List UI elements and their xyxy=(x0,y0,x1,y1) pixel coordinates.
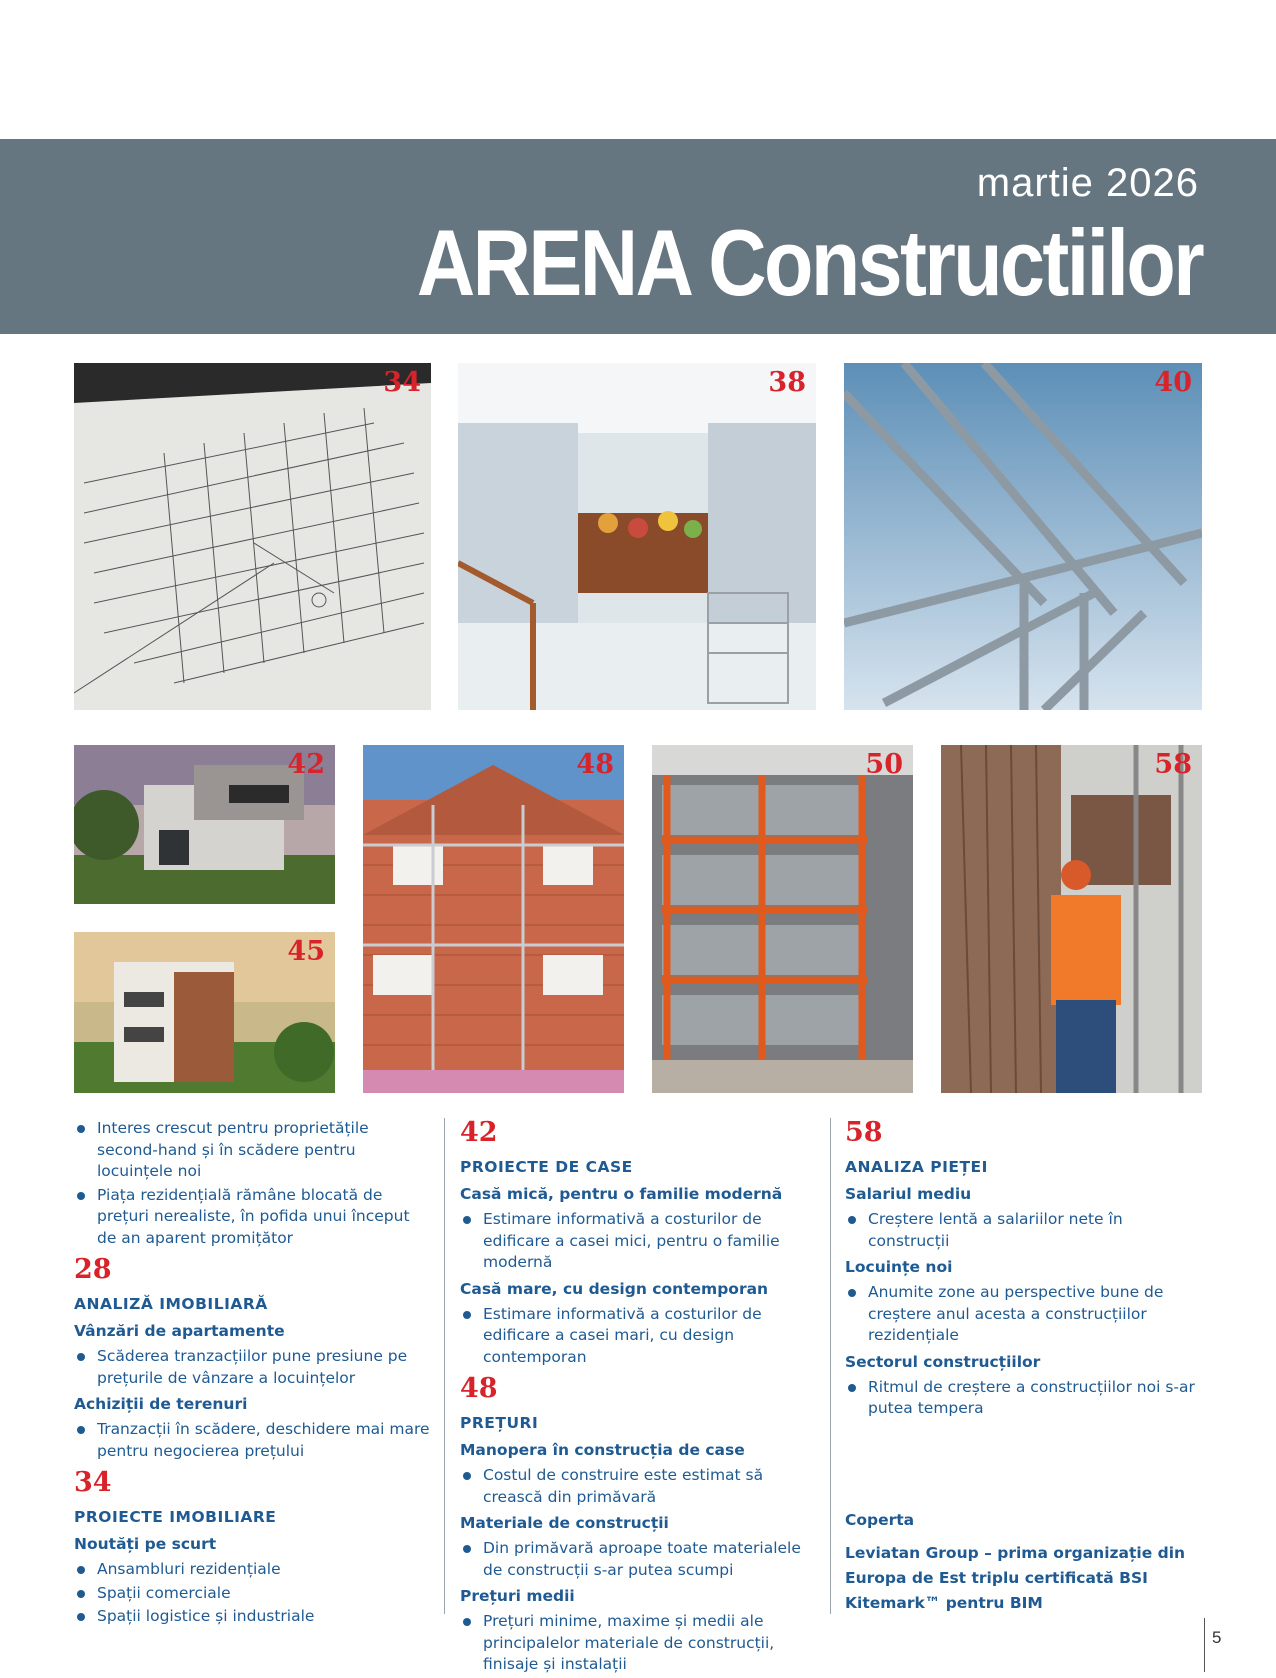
toc-bullet: Prețuri minime, maxime și medii ale principalelor materiale de construcții, finisaje și instalații xyxy=(460,1611,820,1676)
photo-worker[interactable] xyxy=(941,745,1202,1093)
toc-page-number: 28 xyxy=(74,1254,112,1285)
toc-article-title[interactable]: Prețuri medii xyxy=(460,1587,575,1605)
toc-bullet: Piața rezidențială rămâne blocată de prețuri nerealiste, în pofida unui început de an aparent promițător xyxy=(74,1185,430,1250)
photo-brick-wall[interactable] xyxy=(363,745,624,1093)
toc-bullet: Ansambluri rezidențiale xyxy=(74,1559,430,1581)
toc-article-title[interactable]: Manopera în construcția de case xyxy=(460,1441,745,1459)
toc-bullet: Scăderea tranzacțiilor pune presiune pe prețurile de vânzare a locuințelor xyxy=(74,1346,430,1389)
toc-article-title[interactable]: Salariul mediu xyxy=(845,1185,972,1203)
photo-house-45[interactable] xyxy=(74,932,335,1093)
toc-page-number: 58 xyxy=(845,1117,883,1148)
page-number-badge: 42 xyxy=(287,749,325,780)
page-number-badge: 58 xyxy=(1154,749,1192,780)
cover-note xyxy=(845,1508,1205,1616)
toc-article-title[interactable]: Casă mică, pentru o familie modernă xyxy=(460,1185,783,1203)
toc-page-number: 48 xyxy=(460,1373,498,1404)
toc-bullet: Creștere lentă a salariilor nete în construcții xyxy=(845,1209,1205,1252)
toc-bullet: Interes crescut pentru proprietățile second-hand și în scădere pentru locuințele noi xyxy=(74,1118,430,1183)
page-number-badge: 34 xyxy=(383,367,421,398)
magazine-title: ARENA Constructiilor xyxy=(416,210,1202,315)
toc-section-title[interactable]: PROIECTE DE CASE xyxy=(460,1158,633,1176)
page-number-badge: 38 xyxy=(768,367,806,398)
toc-section-title[interactable]: ANALIZĂ IMOBILIARĂ xyxy=(74,1295,268,1313)
cover-description[interactable]: Leviatan Group – prima organizație din Europa de Est triplu certificată BSI Kitemark™ pentru BIM xyxy=(845,1544,1186,1612)
toc-article-title[interactable]: Sectorul construcțiilor xyxy=(845,1352,1041,1371)
toc-article-title[interactable]: Achiziții de terenuri xyxy=(74,1395,248,1413)
page-number-badge: 45 xyxy=(287,936,325,967)
toc-column-1 xyxy=(74,1116,430,1630)
toc-bullet: Spații comerciale xyxy=(74,1583,430,1605)
toc-article-title[interactable]: Locuințe noi xyxy=(845,1258,953,1276)
toc-article-title[interactable]: Noutăți pe scurt xyxy=(74,1535,217,1553)
toc-page-number: 42 xyxy=(460,1117,498,1148)
toc-bullet: Estimare informativă a costurilor de edificare a casei mari, cu design contemporan xyxy=(460,1304,820,1369)
toc-bullet: Din primăvară aproape toate materialele de construcții s-ar putea scumpi xyxy=(460,1538,820,1581)
toc-section-title[interactable]: PREȚURI xyxy=(460,1414,539,1432)
toc-bullet: Estimare informativă a costurilor de edificare a casei mici, pentru o familie modernă xyxy=(460,1209,820,1274)
toc-column-2 xyxy=(460,1118,820,1678)
toc-bullet: Costul de construire este estimat să crească din primăvară xyxy=(460,1465,820,1508)
toc-bullet: Spații logistice și industriale xyxy=(74,1606,430,1628)
toc-bullet: Ritmul de creștere a construcțiilor noi s-ar putea tempera xyxy=(845,1377,1205,1420)
issue-date: martie 2026 xyxy=(976,161,1199,205)
photo-blueprint[interactable] xyxy=(74,363,431,710)
photo-warehouse[interactable] xyxy=(652,745,913,1093)
column-divider xyxy=(830,1118,831,1614)
toc-column-3 xyxy=(845,1118,1205,1422)
page-number-badge: 40 xyxy=(1154,367,1192,398)
toc-article-title[interactable]: Casă mare, cu design contemporan xyxy=(460,1279,769,1298)
toc-page-number: 34 xyxy=(74,1467,112,1498)
page-number-divider xyxy=(1204,1618,1205,1672)
toc-bullet: Anumite zone au perspective bune de creștere anul acesta a construcțiilor rezidențiale xyxy=(845,1282,1205,1347)
page-number: 5 xyxy=(1212,1628,1222,1647)
page-number-badge: 50 xyxy=(865,749,903,780)
photo-supermarket[interactable] xyxy=(458,363,816,710)
toc-section-title[interactable]: PROIECTE IMOBILIARE xyxy=(74,1508,277,1526)
toc-section-title[interactable]: ANALIZA PIEȚEI xyxy=(845,1158,988,1176)
toc-article-title[interactable]: Vânzări de apartamente xyxy=(74,1322,285,1340)
page-number-badge: 48 xyxy=(576,749,614,780)
column-divider xyxy=(444,1118,445,1614)
photo-house-42[interactable] xyxy=(74,745,335,904)
header-banner xyxy=(0,139,1276,334)
cover-label: Coperta xyxy=(845,1511,915,1529)
photo-steel-frame[interactable] xyxy=(844,363,1202,710)
toc-article-title[interactable]: Materiale de construcții xyxy=(460,1514,669,1532)
toc-bullet: Tranzacții în scădere, deschidere mai mare pentru negocierea prețului xyxy=(74,1419,430,1462)
